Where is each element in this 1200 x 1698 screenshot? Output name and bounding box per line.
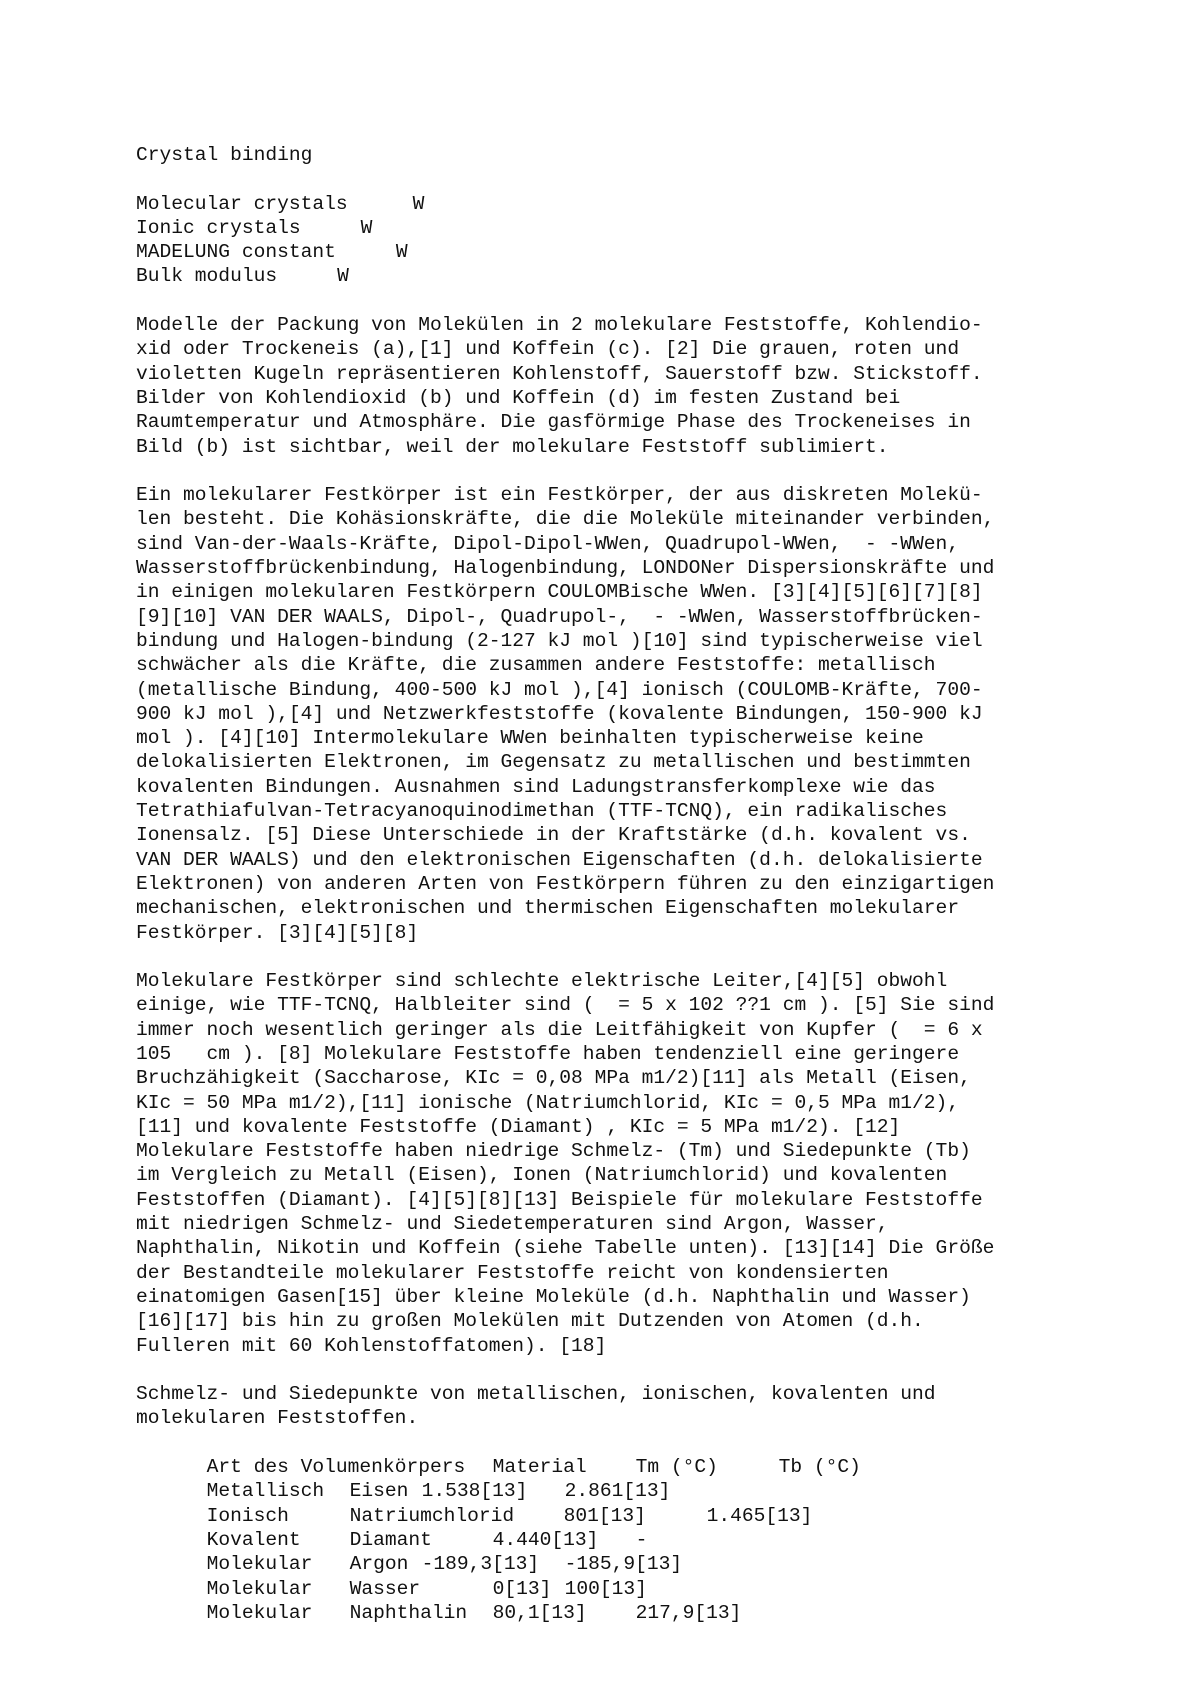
text-line: Fulleren mit 60 Kohlenstoffatomen). [18] bbox=[136, 1334, 607, 1357]
text-line: molekularen Feststoffen. bbox=[136, 1407, 419, 1430]
topic-item bbox=[136, 216, 1136, 240]
text-line: einatomigen Gasen[15] über kleine Moleküle (d.h. Naphthalin und Wasser) bbox=[136, 1285, 971, 1308]
table-cell: Wasser bbox=[349, 1577, 421, 1600]
table-cell: Natriumchlorid bbox=[349, 1504, 515, 1527]
text-line: Feststoffen (Diamant). [4][5][8][13] Beispiele für molekulare Feststoffe bbox=[136, 1188, 983, 1211]
text-line: Festkörper. [3][4][5][8] bbox=[136, 921, 419, 944]
table-cell: 2.861[13] bbox=[564, 1480, 671, 1503]
topic-list bbox=[136, 192, 1136, 289]
table-cell: 4.440[13] bbox=[492, 1528, 599, 1551]
table-cell: Argon bbox=[349, 1553, 409, 1576]
table-header-cell: Art des Volumenkörpers bbox=[206, 1456, 466, 1479]
text-line: kovalenten Bindungen. Ausnahmen sind Ladungstransferkomplexe wie das bbox=[136, 775, 936, 798]
text-line: immer noch wesentlich geringer als die Leitfähigkeit von Kupfer ( = 6 x bbox=[136, 1018, 983, 1041]
topic-marker: W bbox=[337, 265, 349, 288]
table-caption bbox=[136, 1382, 1136, 1431]
table-header-cell: Material bbox=[492, 1456, 587, 1479]
text-line: xid oder Trockeneis (a),[1] und Koffein (c). [2] Die grauen, roten und bbox=[136, 338, 960, 361]
table-cell: Naphthalin bbox=[349, 1601, 468, 1624]
paragraph bbox=[136, 313, 1136, 459]
text-line: [11] und kovalente Feststoffe (Diamant) , KIc = 5 MPa m1/2). [12] bbox=[136, 1115, 901, 1138]
topic-label: MADELUNG constant bbox=[136, 241, 336, 264]
text-line: Bilder von Kohlendioxid (b) und Koffein (d) im festen Zustand bei bbox=[136, 386, 901, 409]
text-line: Molekulare Festkörper sind schlechte elektrische Leiter,[4][5] obwohl bbox=[136, 970, 948, 993]
text-line: im Vergleich zu Metall (Eisen), Ionen (Natriumchlorid) und kovalenten bbox=[136, 1164, 948, 1187]
table-cell: 217,9[13] bbox=[635, 1601, 742, 1624]
text-line: VAN DER WAALS) und den elektronischen Eigenschaften (d.h. delokalisierte bbox=[136, 848, 983, 871]
table-cell: Kovalent bbox=[206, 1528, 301, 1551]
table-cell: 1.538[13] bbox=[421, 1480, 528, 1503]
spacer bbox=[136, 459, 1136, 483]
spacer bbox=[136, 167, 1136, 191]
text-line: sind Van-der-Waals-Kräfte, Dipol-Dipol-WWen, Quadrupol-WWen, - -WWen, bbox=[136, 532, 960, 555]
table-cell: Molekular bbox=[206, 1601, 313, 1624]
text-line: len besteht. Die Kohäsionskräfte, die die Moleküle miteinander verbinden, bbox=[136, 508, 995, 531]
topic-marker: W bbox=[360, 216, 373, 239]
text-line: mit niedrigen Schmelz- und Siedetemperaturen sind Argon, Wasser, bbox=[136, 1213, 889, 1236]
text-line: der Bestandteile molekularer Feststoffe reicht von kondensierten bbox=[136, 1261, 889, 1284]
text-line: [16][17] bis hin zu großen Molekülen mit Dutzenden von Atomen (d.h. bbox=[136, 1310, 924, 1333]
spacer bbox=[136, 289, 1136, 313]
topic-label: Bulk modulus bbox=[136, 265, 278, 288]
table-cell: Molekular bbox=[206, 1553, 313, 1576]
text-line: (metallische Bindung, 400-500 kJ mol ),[4] ionisch (COULOMB-Kräfte, 700- bbox=[136, 678, 983, 701]
table-cell: Diamant bbox=[349, 1528, 432, 1551]
text-line: Modelle der Packung von Molekülen in 2 molekulare Feststoffe, Kohlendio- bbox=[136, 314, 983, 337]
table-cell: 801[13] bbox=[563, 1504, 646, 1527]
text-line: 105 cm ). [8] Molekulare Feststoffe haben tendenziell eine geringere bbox=[136, 1042, 960, 1065]
text-line: in einigen molekularen Festkörpern COULOMBische WWen. [3][4][5][6][7][8] bbox=[136, 581, 983, 604]
text-line: Ionensalz. [5] Diese Unterschiede in der Kraftstärke (d.h. kovalent vs. bbox=[136, 824, 971, 847]
text-line: Wasserstoffbrückenbindung, Halogenbindung, LONDONer Dispersionskräfte und bbox=[136, 557, 995, 580]
table-cell: 0[13] bbox=[492, 1577, 552, 1600]
table-cell: 1.465[13] bbox=[706, 1504, 813, 1527]
text-line: mol ). [4][10] Intermolekulare WWen beinhalten typischerweise keine bbox=[136, 727, 924, 750]
text-line: Naphthalin, Nikotin und Koffein (siehe Tabelle unten). [13][14] Die Größe bbox=[136, 1237, 995, 1260]
table-header-row bbox=[136, 1431, 1136, 1479]
topic-marker: W bbox=[412, 192, 425, 215]
spacer bbox=[136, 945, 1136, 969]
topic-item bbox=[136, 240, 1136, 264]
text-line: einige, wie TTF-TCNQ, Halbleiter sind ( = 5 x 102 ??1 cm ). [5] Sie sind bbox=[136, 994, 995, 1017]
table-cell: -185,9[13] bbox=[564, 1553, 683, 1576]
text-line: bindung und Halogen-bindung (2-127 kJ mol )[10] sind typischerweise viel bbox=[136, 629, 983, 652]
table-cell: Metallisch bbox=[206, 1480, 325, 1503]
text-line: Schmelz- und Siedepunkte von metallischen, ionischen, kovalenten und bbox=[136, 1383, 936, 1406]
text-line: Elektronen) von anderen Arten von Festkörpern führen zu den einzigartigen bbox=[136, 872, 995, 895]
data-table bbox=[136, 1431, 1136, 1624]
text-line: Molekulare Feststoffe haben niedrige Schmelz- (Tm) und Siedepunkte (Tb) bbox=[136, 1140, 971, 1163]
spacer bbox=[136, 1358, 1136, 1382]
text-line: schwächer als die Kräfte, die zusammen andere Feststoffe: metallisch bbox=[136, 654, 936, 677]
table-cell: - bbox=[635, 1528, 648, 1551]
topic-marker: W bbox=[395, 241, 408, 264]
text-line: 900 kJ mol ),[4] und Netzwerkfeststoffe (kovalente Bindungen, 150-900 kJ bbox=[136, 702, 983, 725]
paragraph bbox=[136, 483, 1136, 945]
table-cell: 80,1[13] bbox=[492, 1601, 587, 1624]
topic-item bbox=[136, 192, 1136, 216]
table-cell: -189,3[13] bbox=[421, 1553, 540, 1576]
topic-label: Molecular crystals bbox=[136, 192, 348, 215]
table-header-cell: Tb (°C) bbox=[778, 1456, 861, 1479]
text-line: Raumtemperatur und Atmosphäre. Die gasförmige Phase des Trockeneises in bbox=[136, 411, 971, 434]
document-page bbox=[136, 143, 1136, 1624]
table-cell: 100[13] bbox=[564, 1577, 647, 1600]
table-cell: Molekular bbox=[206, 1577, 313, 1600]
topic-item bbox=[136, 264, 1136, 288]
text-line: [9][10] VAN DER WAALS, Dipol-, Quadrupol-, - -WWen, Wasserstoffbrücken- bbox=[136, 605, 983, 628]
text-line: delokalisierten Elektronen, im Gegensatz zu metallischen und bestimmten bbox=[136, 751, 971, 774]
text-line: violetten Kugeln repräsentieren Kohlenstoff, Sauerstoff bzw. Stickstoff. bbox=[136, 362, 983, 385]
topic-label: Ionic crystals bbox=[136, 216, 301, 239]
text-line: Bruchzähigkeit (Saccharose, KIc = 0,08 MPa m1/2)[11] als Metall (Eisen, bbox=[136, 1067, 971, 1090]
text-line: Ein molekularer Festkörper ist ein Festkörper, der aus diskreten Molekü- bbox=[136, 484, 983, 507]
text-line: Tetrathiafulvan-Tetracyanoquinodimethan (TTF-TCNQ), ein radikalisches bbox=[136, 800, 948, 823]
table-header-cell: Tm (°C) bbox=[635, 1456, 718, 1479]
text-line: mechanischen, elektronischen und thermischen Eigenschaften molekularer bbox=[136, 897, 960, 920]
text-line: KIc = 50 MPa m1/2),[11] ionische (Natriumchlorid, KIc = 0,5 MPa m1/2), bbox=[136, 1091, 960, 1114]
table-cell: Eisen bbox=[349, 1480, 409, 1503]
document-title: Crystal binding bbox=[136, 144, 313, 166]
table-cell: Ionisch bbox=[206, 1504, 289, 1527]
paragraph bbox=[136, 969, 1136, 1358]
text-line: Bild (b) ist sichtbar, weil der molekulare Feststoff sublimiert. bbox=[136, 435, 889, 458]
